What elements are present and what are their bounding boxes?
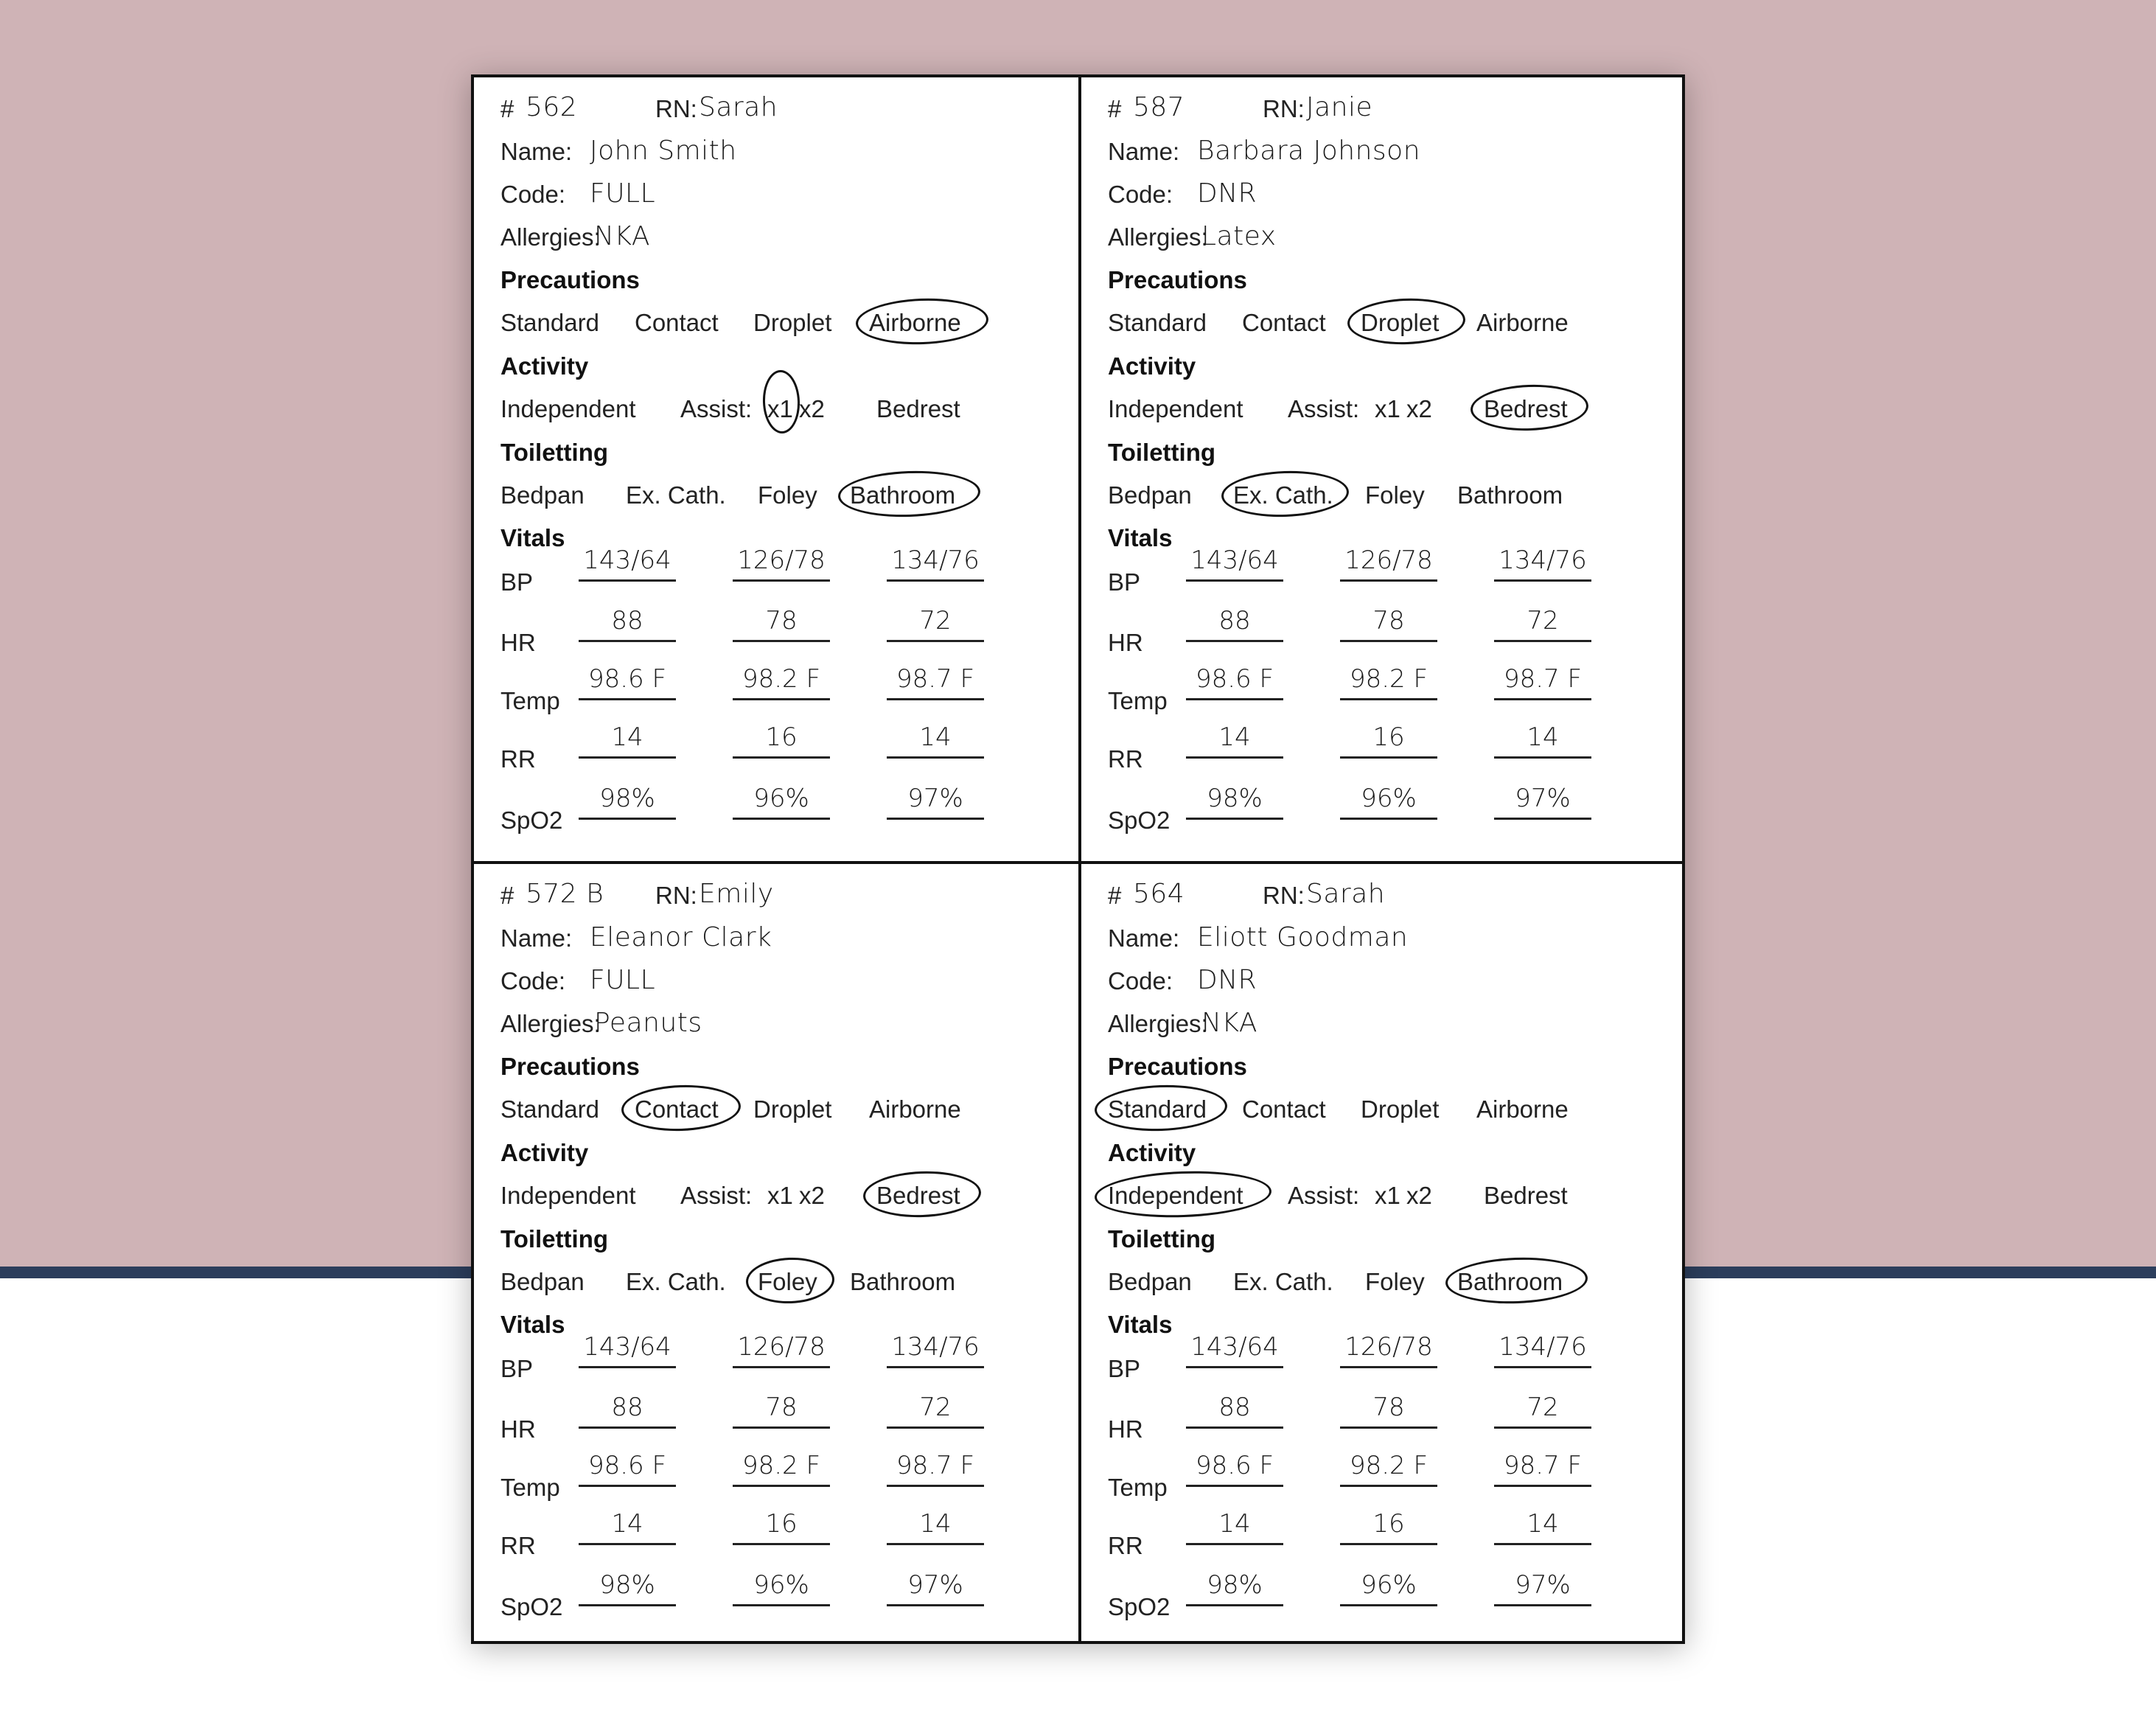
vital-value: 97% <box>907 784 963 813</box>
precaution-option: Droplet <box>1361 309 1440 336</box>
vital-row-label: RR <box>1108 745 1143 773</box>
name-label: Name: <box>500 138 573 165</box>
vital-value-field <box>579 717 676 759</box>
toiletting-heading: Toiletting <box>1108 1225 1216 1253</box>
precaution-option: Contact <box>1242 1095 1326 1123</box>
vital-value-field <box>1186 1446 1283 1487</box>
vital-value-field <box>1494 1387 1591 1429</box>
vital-value: 134/76 <box>891 546 980 575</box>
activity-option: Bedrest <box>876 395 960 422</box>
vital-value-field <box>1340 1446 1437 1487</box>
room-label: # <box>500 95 514 122</box>
toilet-option: Bedpan <box>500 481 585 509</box>
precaution-option: Standard <box>1108 309 1207 336</box>
vital-value: 97% <box>1515 784 1571 813</box>
vital-value-field <box>733 1446 830 1487</box>
vital-value: 98% <box>599 784 655 813</box>
rn-label: RN: <box>1263 95 1305 122</box>
vitals-heading: Vitals <box>1108 1311 1173 1338</box>
toilet-option: Ex. Cath. <box>626 481 726 509</box>
toiletting-heading: Toiletting <box>1108 439 1216 466</box>
vital-value: 126/78 <box>737 1332 826 1362</box>
vitals-heading: Vitals <box>500 1311 565 1338</box>
vital-value: 96% <box>753 784 809 813</box>
vital-value-field <box>1186 540 1283 582</box>
vital-value-field <box>887 717 984 759</box>
vital-value-field <box>887 1327 984 1368</box>
toilet-option: Ex. Cath. <box>1233 481 1333 509</box>
code-label: Code: <box>500 967 566 994</box>
activity-option: Independent <box>1108 1182 1243 1209</box>
toilet-option: Ex. Cath. <box>1233 1268 1333 1295</box>
allergies-label: Allergies: <box>1108 223 1208 251</box>
vital-value-field <box>733 540 830 582</box>
vital-value: 96% <box>1361 1570 1417 1600</box>
rn-value: Sarah <box>699 92 778 122</box>
vital-row-label: Temp <box>1108 1474 1168 1501</box>
vital-value: 134/76 <box>891 1332 980 1362</box>
name-label: Name: <box>1108 138 1180 165</box>
vital-row-label: SpO2 <box>500 807 563 834</box>
activity-option: Bedrest <box>1484 1182 1568 1209</box>
vital-value: 98% <box>599 1570 655 1600</box>
allergies-label: Allergies: <box>1108 1010 1208 1037</box>
vital-value: 88 <box>1218 1393 1251 1422</box>
precautions-heading: Precautions <box>500 1053 640 1080</box>
vital-value: 78 <box>1372 1393 1405 1422</box>
vital-value-field <box>1340 778 1437 820</box>
vital-value-field <box>1340 540 1437 582</box>
patient-card <box>474 77 1078 861</box>
vital-value-field <box>1340 1327 1437 1368</box>
vital-row-label: HR <box>500 1415 536 1443</box>
activity-option: x2 <box>799 1182 825 1209</box>
vital-row-label: HR <box>1108 629 1143 656</box>
vital-value-field <box>579 1504 676 1545</box>
vital-row-label: BP <box>1108 568 1141 596</box>
activity-heading: Activity <box>1108 352 1196 380</box>
room-label: # <box>500 882 514 909</box>
vital-value: 98.2 F <box>742 664 821 694</box>
activity-option: Assist: <box>1288 395 1360 422</box>
toilet-option: Bedpan <box>1108 481 1192 509</box>
vital-value: 98.7 F <box>1503 1451 1583 1480</box>
rn-label: RN: <box>655 95 697 122</box>
vital-row-label: HR <box>500 629 536 656</box>
patient-card <box>1081 77 1686 861</box>
vital-value-field <box>1494 1446 1591 1487</box>
vital-value-field <box>1494 601 1591 642</box>
vital-value-field <box>579 1565 676 1606</box>
code-status: FULL <box>590 965 656 995</box>
toilet-option: Bathroom <box>1457 1268 1563 1295</box>
vital-value-field <box>1186 659 1283 700</box>
vital-value-field <box>1494 778 1591 820</box>
precaution-option: Droplet <box>753 1095 832 1123</box>
vital-value-field <box>887 540 984 582</box>
vital-value: 96% <box>1361 784 1417 813</box>
vital-value-field <box>887 659 984 700</box>
vital-value-field <box>1186 601 1283 642</box>
vital-value-field <box>579 659 676 700</box>
vital-value: 72 <box>1527 1393 1559 1422</box>
vital-value-field <box>579 540 676 582</box>
vital-value-field <box>579 1446 676 1487</box>
vital-value-field <box>579 1327 676 1368</box>
vital-value: 98.7 F <box>1503 664 1583 694</box>
activity-heading: Activity <box>500 1139 589 1166</box>
vital-value: 14 <box>919 722 952 752</box>
allergies-value: Latex <box>1201 221 1277 251</box>
vital-value: 88 <box>611 606 643 635</box>
allergies-label: Allergies: <box>500 223 601 251</box>
vital-value-field <box>733 1565 830 1606</box>
precaution-option: Airborne <box>1476 309 1569 336</box>
vital-value: 126/78 <box>737 546 826 575</box>
vital-row-label: RR <box>500 1532 536 1559</box>
vital-value: 16 <box>765 1509 798 1539</box>
activity-option: x1 <box>767 395 793 422</box>
rn-value: Sarah <box>1306 879 1386 909</box>
activity-option: Independent <box>1108 395 1243 422</box>
precaution-option: Droplet <box>753 309 832 336</box>
vital-value-field <box>1340 1565 1437 1606</box>
vital-value-field <box>1186 1504 1283 1545</box>
precaution-option: Standard <box>500 309 599 336</box>
activity-option: Bedrest <box>1484 395 1568 422</box>
vital-value-field <box>1494 717 1591 759</box>
precaution-option: Airborne <box>869 1095 961 1123</box>
vital-value: 98.6 F <box>587 1451 667 1480</box>
patient-name: Eliott Goodman <box>1197 922 1409 952</box>
vital-value-field <box>1494 659 1591 700</box>
vital-row-label: HR <box>1108 1415 1143 1443</box>
vital-value-field <box>579 601 676 642</box>
precaution-option: Airborne <box>869 309 961 336</box>
vital-value: 78 <box>765 606 798 635</box>
precaution-option: Contact <box>635 309 719 336</box>
activity-option: Assist: <box>680 1182 753 1209</box>
precaution-option: Contact <box>635 1095 719 1123</box>
vital-value: 14 <box>1218 722 1251 752</box>
vital-value: 14 <box>611 1509 643 1539</box>
toilet-option: Foley <box>1365 481 1425 509</box>
vital-value: 126/78 <box>1344 546 1433 575</box>
vital-value: 16 <box>1372 1509 1405 1539</box>
code-label: Code: <box>1108 181 1173 208</box>
toilet-option: Foley <box>1365 1268 1425 1295</box>
vital-row-label: Temp <box>500 1474 560 1501</box>
vital-value: 97% <box>907 1570 963 1600</box>
code-status: FULL <box>590 178 656 209</box>
vital-value: 98.6 F <box>1195 664 1274 694</box>
vital-value: 88 <box>611 1393 643 1422</box>
activity-option: x2 <box>799 395 825 422</box>
vital-value: 126/78 <box>1344 1332 1433 1362</box>
precaution-option: Contact <box>1242 309 1326 336</box>
vital-value: 14 <box>611 722 643 752</box>
vital-row-label: RR <box>1108 1532 1143 1559</box>
activity-option: x1 <box>767 1182 793 1209</box>
vital-value-field <box>887 601 984 642</box>
vital-value: 72 <box>919 1393 952 1422</box>
vital-value: 97% <box>1515 1570 1571 1600</box>
vital-value: 98.6 F <box>1195 1451 1274 1480</box>
vital-value-field <box>1494 540 1591 582</box>
vital-row-label: BP <box>500 568 534 596</box>
allergies-label: Allergies: <box>500 1010 601 1037</box>
vital-value: 98.7 F <box>896 664 975 694</box>
allergies-value: NKA <box>1201 1008 1258 1038</box>
allergies-value: NKA <box>594 221 651 251</box>
vital-value-field <box>733 1327 830 1368</box>
allergies-value: Peanuts <box>594 1008 702 1038</box>
precautions-heading: Precautions <box>1108 1053 1247 1080</box>
vital-row-label: Temp <box>1108 687 1168 714</box>
vital-value-field <box>887 1504 984 1545</box>
precautions-heading: Precautions <box>1108 266 1247 293</box>
name-label: Name: <box>1108 924 1180 952</box>
vital-value-field <box>733 1504 830 1545</box>
toilet-option: Foley <box>758 481 817 509</box>
patient-card <box>1081 864 1686 1648</box>
vital-value: 98.6 F <box>587 664 667 694</box>
activity-heading: Activity <box>1108 1139 1196 1166</box>
code-status: DNR <box>1197 965 1257 995</box>
rn-label: RN: <box>1263 882 1305 909</box>
toilet-option: Bedpan <box>500 1268 585 1295</box>
vital-value: 16 <box>1372 722 1405 752</box>
vital-row-label: BP <box>1108 1355 1141 1382</box>
vital-value: 98.2 F <box>742 1451 821 1480</box>
vital-value-field <box>733 1387 830 1429</box>
vital-value-field <box>1494 1327 1591 1368</box>
vital-value: 96% <box>753 1570 809 1600</box>
precautions-heading: Precautions <box>500 266 640 293</box>
vital-value-field <box>1340 1504 1437 1545</box>
vitals-heading: Vitals <box>1108 524 1173 551</box>
vitals-heading: Vitals <box>500 524 565 551</box>
vital-value: 14 <box>1527 1509 1559 1539</box>
activity-heading: Activity <box>500 352 589 380</box>
vital-row-label: Temp <box>500 687 560 714</box>
activity-option: x1 <box>1375 1182 1400 1209</box>
toiletting-heading: Toiletting <box>500 439 609 466</box>
vital-value: 98% <box>1207 784 1263 813</box>
vital-value-field <box>1186 1565 1283 1606</box>
activity-option: Independent <box>500 395 636 422</box>
room-number: 562 <box>526 92 578 122</box>
vital-row-label: RR <box>500 745 536 773</box>
room-number: 572 B <box>526 879 604 909</box>
vital-value: 72 <box>1527 606 1559 635</box>
vital-value: 98.7 F <box>896 1451 975 1480</box>
rn-value: Emily <box>699 879 774 909</box>
room-label: # <box>1108 95 1122 122</box>
patient-name: Eleanor Clark <box>590 922 772 952</box>
vital-row-label: SpO2 <box>1108 807 1171 834</box>
patient-card <box>474 864 1078 1648</box>
activity-option: Assist: <box>680 395 753 422</box>
vital-value: 88 <box>1218 606 1251 635</box>
toiletting-heading: Toiletting <box>500 1225 609 1253</box>
vital-value-field <box>1186 778 1283 820</box>
activity-option: x1 <box>1375 395 1400 422</box>
vital-value-field <box>1186 1387 1283 1429</box>
vital-value-field <box>579 778 676 820</box>
activity-option: x2 <box>1406 395 1432 422</box>
precaution-option: Standard <box>500 1095 599 1123</box>
vital-value-field <box>733 778 830 820</box>
activity-option: Independent <box>500 1182 636 1209</box>
vital-value-field <box>887 1565 984 1606</box>
vital-value-field <box>1494 1565 1591 1606</box>
vital-value: 16 <box>765 722 798 752</box>
vital-value-field <box>1340 659 1437 700</box>
vital-row-label: SpO2 <box>1108 1593 1171 1620</box>
vital-value-field <box>887 1387 984 1429</box>
vital-value: 78 <box>765 1393 798 1422</box>
vital-value: 14 <box>919 1509 952 1539</box>
vital-value-field <box>1494 1504 1591 1545</box>
vital-value-field <box>1186 1327 1283 1368</box>
vital-row-label: SpO2 <box>500 1593 563 1620</box>
precaution-option: Airborne <box>1476 1095 1569 1123</box>
vital-value: 14 <box>1218 1509 1251 1539</box>
room-number: 564 <box>1133 879 1185 909</box>
vital-value-field <box>1340 601 1437 642</box>
vital-value-field <box>579 1387 676 1429</box>
rn-value: Janie <box>1306 92 1373 122</box>
vital-value: 143/64 <box>1190 546 1279 575</box>
vital-value-field <box>1340 717 1437 759</box>
vital-value: 98% <box>1207 1570 1263 1600</box>
vital-value-field <box>887 778 984 820</box>
vital-value: 134/76 <box>1499 546 1587 575</box>
vital-value-field <box>887 1446 984 1487</box>
code-label: Code: <box>500 181 566 208</box>
toilet-option: Bathroom <box>1457 481 1563 509</box>
vital-value: 98.2 F <box>1349 664 1428 694</box>
vital-value-field <box>1186 717 1283 759</box>
vital-value: 143/64 <box>1190 1332 1279 1362</box>
precaution-option: Standard <box>1108 1095 1207 1123</box>
vital-value: 98.2 F <box>1349 1451 1428 1480</box>
patient-name: Barbara Johnson <box>1197 136 1421 166</box>
room-number: 587 <box>1133 92 1185 122</box>
vital-value: 78 <box>1372 606 1405 635</box>
vital-value: 14 <box>1527 722 1559 752</box>
vital-value: 72 <box>919 606 952 635</box>
toilet-option: Foley <box>758 1268 817 1295</box>
precaution-option: Droplet <box>1361 1095 1440 1123</box>
report-sheet <box>471 74 1685 1644</box>
vital-value: 134/76 <box>1499 1332 1587 1362</box>
patient-name: John Smith <box>590 136 737 166</box>
toilet-option: Bedpan <box>1108 1268 1192 1295</box>
rn-label: RN: <box>655 882 697 909</box>
toilet-option: Bathroom <box>850 1268 956 1295</box>
vital-value-field <box>733 717 830 759</box>
vital-value: 143/64 <box>583 1332 671 1362</box>
vital-value-field <box>733 601 830 642</box>
vital-value: 143/64 <box>583 546 671 575</box>
activity-option: Bedrest <box>876 1182 960 1209</box>
toilet-option: Bathroom <box>850 481 956 509</box>
name-label: Name: <box>500 924 573 952</box>
vital-row-label: BP <box>500 1355 534 1382</box>
activity-option: Assist: <box>1288 1182 1360 1209</box>
code-label: Code: <box>1108 967 1173 994</box>
room-label: # <box>1108 882 1122 909</box>
code-status: DNR <box>1197 178 1257 209</box>
toilet-option: Ex. Cath. <box>626 1268 726 1295</box>
vital-value-field <box>1340 1387 1437 1429</box>
activity-option: x2 <box>1406 1182 1432 1209</box>
vital-value-field <box>733 659 830 700</box>
